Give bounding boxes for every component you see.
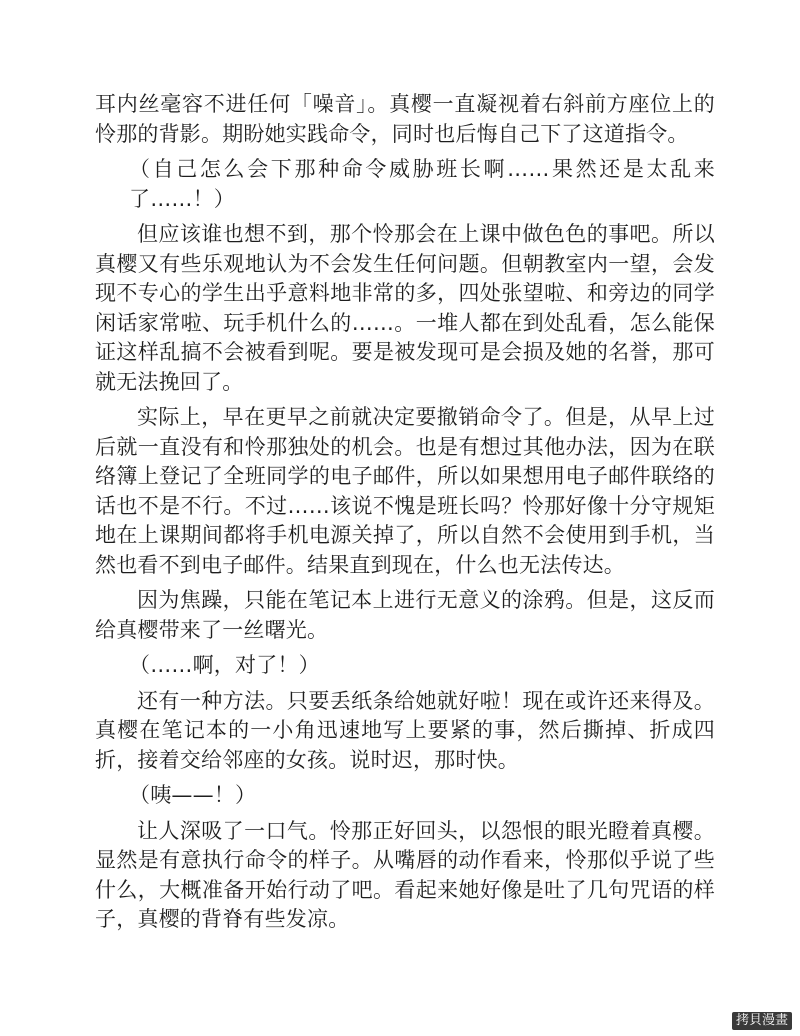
thought-2: （……啊，对了！） (129, 653, 320, 677)
paragraph-1: 耳内丝毫容不进任何「噪音」。真樱一直凝视着右斜前方座位上的怜那的背影。期盼她实践命令，同时也后悔自己下了这道指令。 (95, 92, 715, 146)
thought-1: （自己怎么会下那种命令威胁班长啊……果然还是太乱来了……！） (129, 157, 715, 211)
text-column (95, 90, 715, 935)
paragraph-2: 但应该谁也想不到，那个怜那会在上课中做色色的事吧。所以真樱又有些乐观地认为不会发生任何问题。但朝教室内一望，会发现不专心的学生出乎意料地非常的多，四处张望啦、和旁边的同学闲话家常啦、玩手机什么的……。一堆人都在到处乱看，怎么能保证这样乱搞不会被看到呢。要是被发现可是会损及她的名誉，那可就无法挽回了。 (95, 222, 715, 394)
paragraph-3: 实际上，早在更早之前就决定要撤销命令了。但是，从早上过后就一直没有和怜那独处的机会。也是有想过其他办法，因为在联络簿上登记了全班同学的电子邮件，所以如果想用电子邮件联络的话也不是不行。不过……该说不愧是班长吗？怜那好像十分守规矩地在上课期间都将手机电源关掉了，所以自然不会使用到手机，当然也看不到电子邮件。结果直到现在，什么也无法传达。 (95, 405, 715, 577)
watermark-label: 拷貝漫畫 (732, 1012, 792, 1030)
paragraph-5: 还有一种方法。只要丢纸条给她就好啦！现在或许还来得及。真樱在笔记本的一小角迅速地写上要紧的事，然后撕掉、折成四折，接着交给邻座的女孩。说时迟，那时快。 (95, 688, 715, 772)
paragraph-6: 让人深吸了一口气。怜那正好回头，以怨恨的眼光瞪着真樱。显然是有意执行命令的样子。从嘴唇的动作看来，怜那似乎说了些什么，大概准备开始行动了吧。看起来她好像是吐了几句咒语的样子，真樱的背脊有些发凉。 (95, 818, 715, 931)
paragraph-4: 因为焦躁，只能在笔记本上进行无意义的涂鸦。但是，这反而给真樱带来了一丝曙光。 (95, 588, 715, 642)
thought-3: （咦——！） (129, 783, 257, 807)
